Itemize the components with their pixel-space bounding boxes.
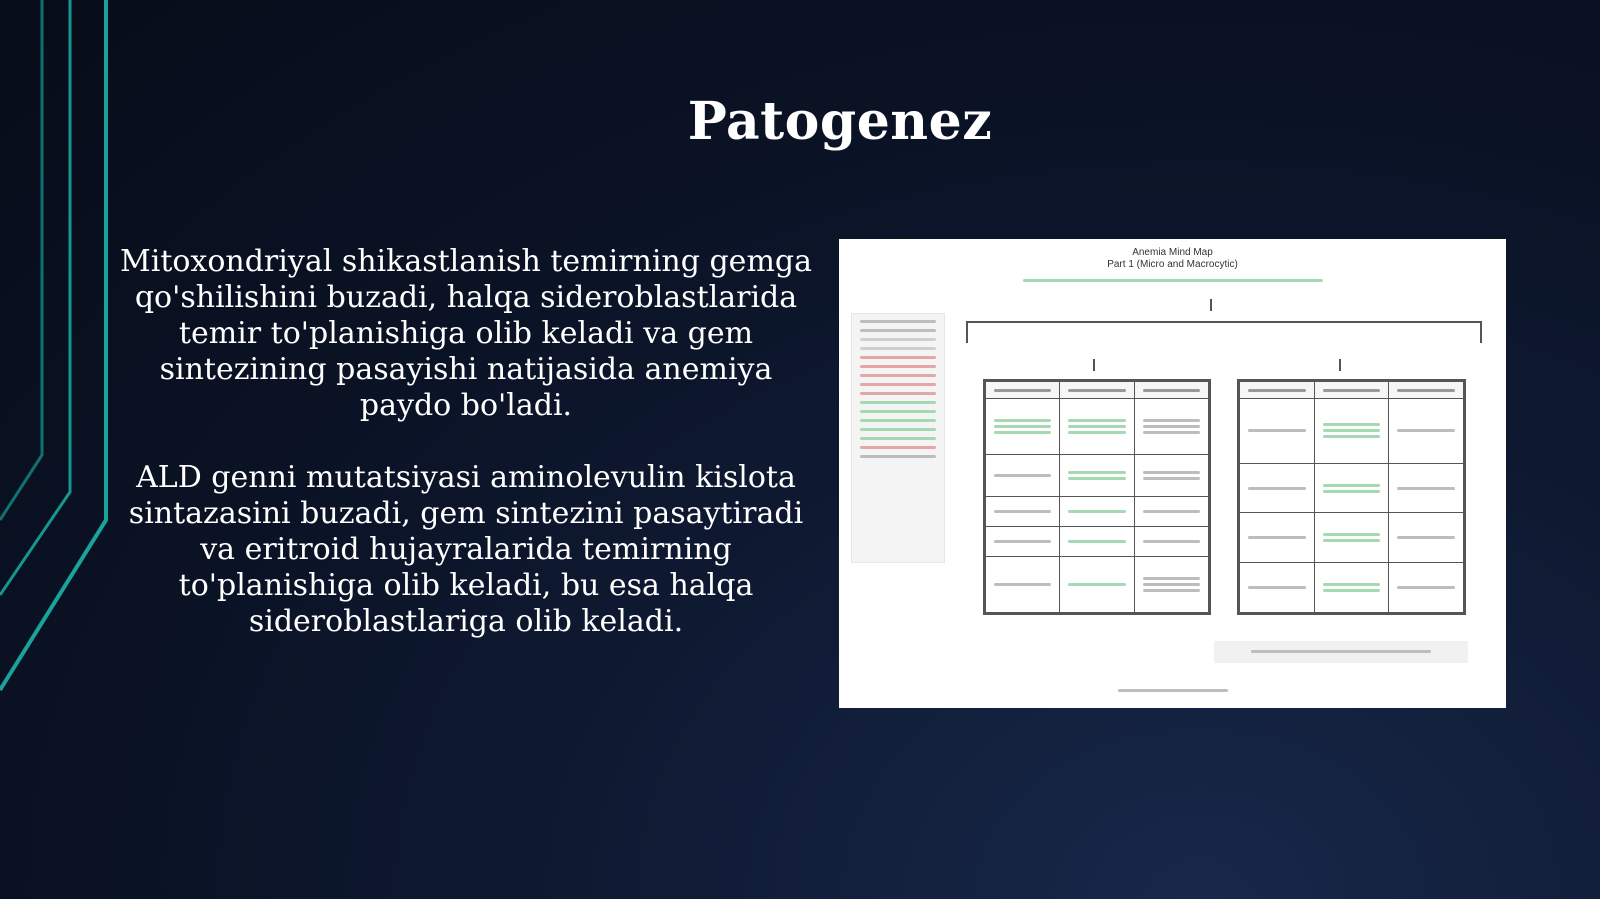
figure-copyright bbox=[839, 689, 1506, 692]
microcytic-table bbox=[983, 379, 1211, 615]
figure-side-panel bbox=[851, 313, 945, 563]
macrocytic-table bbox=[1237, 379, 1466, 615]
figure-bracket bbox=[966, 321, 1482, 343]
figure-arrow bbox=[1210, 299, 1212, 311]
figure-arrow-right bbox=[1339, 359, 1341, 371]
figure-subtitle-line bbox=[839, 279, 1506, 282]
anemia-mind-map-image bbox=[839, 239, 1506, 708]
paragraph-mitochondrial-damage: Mitoxondriyal shikastlanish temirning gemga qo'shilishini buzadi, halqa sideroblastlarida temir to'planishiga olib keladi va gem sintezining pasayishi natijasida anemiya paydo bo'ladi. bbox=[120, 244, 812, 423]
slide-body bbox=[110, 244, 822, 676]
figure-arrow-left bbox=[1093, 359, 1095, 371]
slide-title: Patogenez bbox=[687, 90, 993, 152]
paragraph-ald-mutation: ALD genni mutatsiyasi aminolevulin kislota sintazasini buzadi, gem sintezini pasaytiradi va eritroid hujayralarida temirning to'planishiga olib keladi, bu esa halqa sideroblastlariga olib keladi. bbox=[128, 460, 804, 639]
figure-title: Anemia Mind Map Part 1 (Micro and Macrocytic) bbox=[1107, 247, 1238, 270]
figure-note bbox=[1214, 641, 1468, 663]
